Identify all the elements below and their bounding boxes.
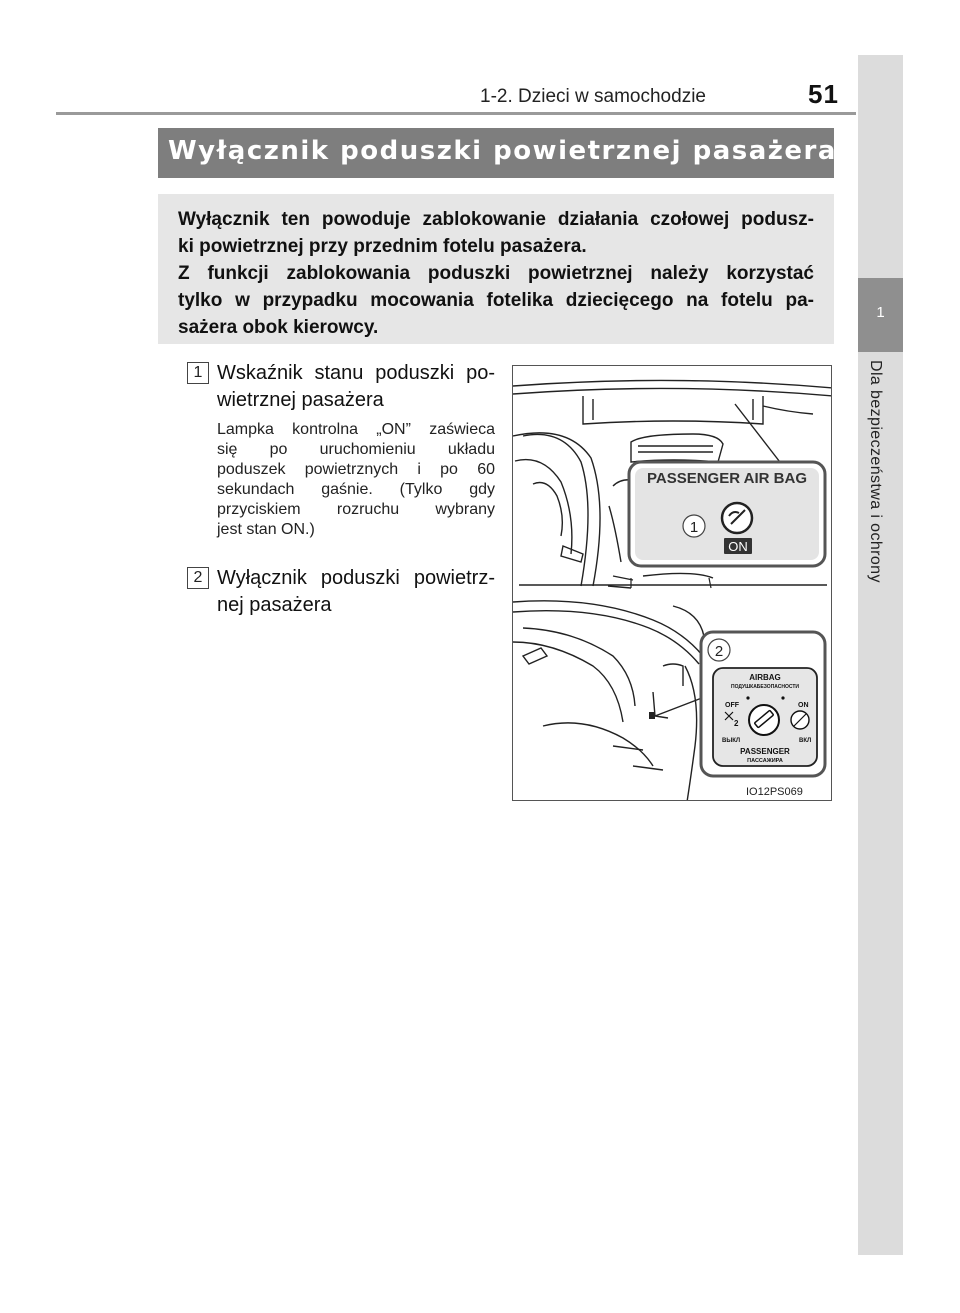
section-title: Wyłącznik poduszki powietrznej pasażera: [168, 136, 837, 166]
chapter-side-tab: [858, 55, 903, 1255]
figure-code: IO12PS069: [746, 786, 803, 798]
section-title-bar: [158, 128, 837, 178]
indicator-on-text: ON: [728, 539, 748, 554]
switch-label-off-ru: ВЫКЛ: [722, 738, 741, 744]
indicator-inset: [629, 462, 825, 566]
switch-label-on-ru: ВКЛ: [799, 738, 812, 744]
switch-callout-2: 2: [714, 643, 724, 660]
airbag-illustration: [512, 365, 832, 801]
item-2-title-line: nej pasażera: [217, 594, 332, 616]
intro-box: [158, 194, 834, 344]
glovebox-drawing: [513, 601, 705, 801]
item-1-desc-line: poduszek powietrznych i po 60: [217, 461, 495, 478]
switch-label-passenger: PASSENGER: [740, 747, 790, 756]
item-1-desc-line: jest stan ON.): [217, 521, 315, 538]
item-1-desc-line: się po uruchomieniu układu: [217, 441, 495, 458]
item-1-title-line: wietrznej pasażera: [217, 389, 384, 411]
item-1-description: [217, 420, 495, 540]
item-1-title: [217, 360, 495, 414]
header-section-title: 1-2. Dzieci w samochodzie: [480, 86, 706, 107]
switch-label-off: OFF: [725, 702, 739, 709]
item-1-title-line: Wskaźnik stanu poduszki po-: [217, 362, 495, 384]
item-1-desc-line: sekundach gaśnie. (Tylko gdy: [217, 481, 495, 498]
item-2-title-line: Wyłącznik poduszki powietrz-: [217, 567, 495, 589]
indicator-leader-line: [735, 404, 783, 466]
intro-line: sażera obok kierowcy.: [178, 317, 379, 338]
chapter-number: 1: [876, 304, 885, 321]
chapter-title: Dla bezpieczeństwa i ochrony: [867, 360, 884, 583]
airbag-switch-marker: [649, 712, 655, 719]
item-number-2: 2: [187, 567, 209, 589]
page-number: 51: [808, 79, 839, 109]
switch-label-passenger-ru: ПАССАЖИРА: [747, 758, 783, 764]
switch-leader-line: [655, 696, 707, 716]
switch-label-on: ON: [798, 702, 809, 709]
item-1-desc-line: przyciskiem rozruchu wybrany: [217, 501, 495, 518]
header-rule: [56, 112, 856, 115]
intro-line: Wyłącznik ten powoduje zablokowanie działania czołowej podusz-: [178, 209, 814, 230]
switch-inset: [701, 632, 825, 776]
intro-line: tylko w przypadku mocowania fotelika dziecięcego na fotelu pa-: [178, 290, 814, 311]
switch-seat-number: 2: [734, 719, 739, 728]
chapter-number-tab: [858, 278, 903, 352]
intro-line: ki powietrznej przy przednim fotelu pasażera.: [178, 236, 587, 257]
indicator-callout-1: 1: [689, 519, 699, 536]
switch-label-airbag-ru: ПОДУШКАБЕЗОПАСНОСТИ: [730, 684, 800, 690]
item-2-title: [217, 565, 495, 619]
airbag-illustration-drawing: [513, 366, 832, 801]
item-1-desc-line: Lampka kontrolna „ON” zaświeca: [217, 421, 495, 438]
indicator-label: PASSENGER AIR BAG: [646, 470, 808, 487]
switch-label-airbag: AIRBAG: [749, 673, 781, 682]
item-number-1: 1: [187, 362, 209, 384]
intro-line: Z funkcji zablokowania poduszki powietrznej należy korzystać: [178, 263, 814, 284]
